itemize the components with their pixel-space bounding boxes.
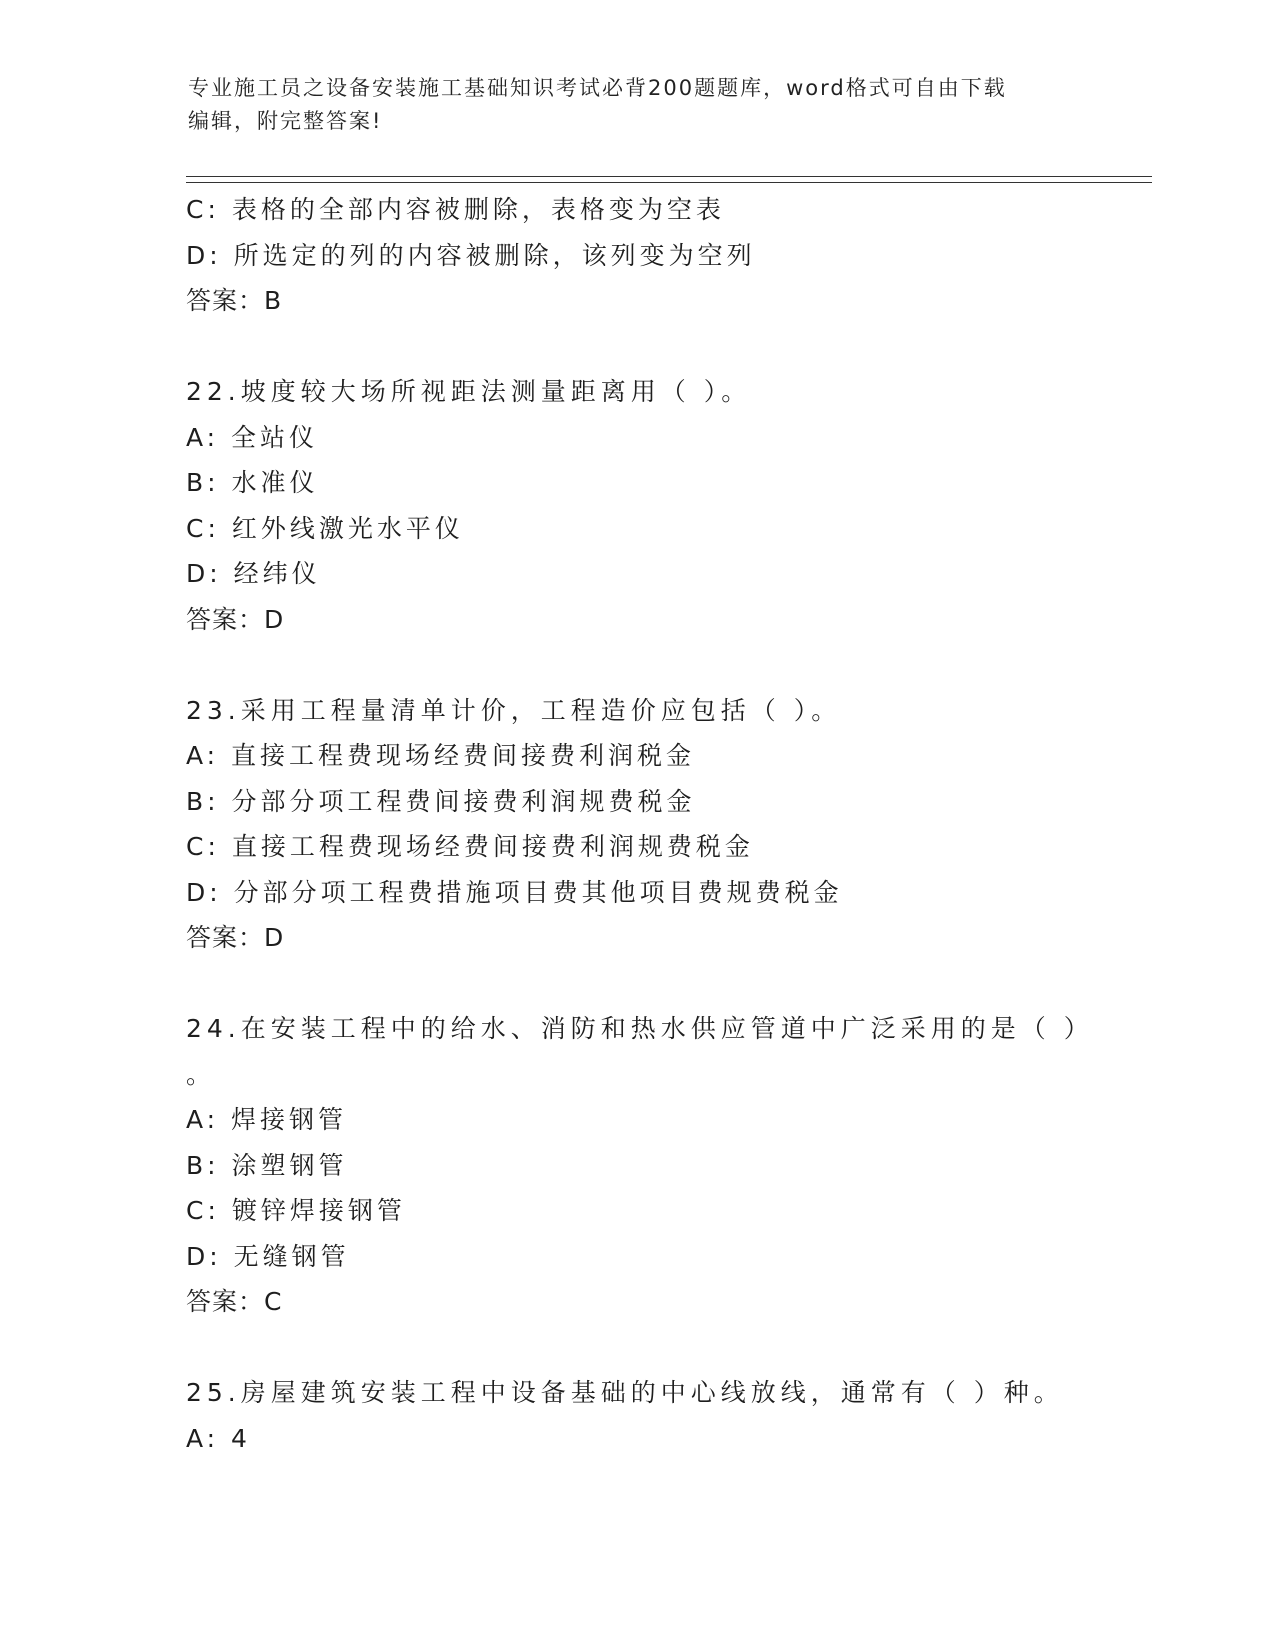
option-label: D: bbox=[186, 240, 222, 270]
option-label: A: bbox=[186, 1423, 220, 1453]
option-d bbox=[186, 551, 1146, 597]
question-stem: 25.房屋建筑安装工程中设备基础的中心线放线，通常有（ ）种。 bbox=[186, 1378, 1064, 1407]
answer: 答案：D bbox=[186, 604, 285, 634]
answer: 答案：D bbox=[186, 923, 285, 952]
header-divider-top bbox=[186, 176, 1152, 177]
question-stem: 23.采用工程量清单计价，工程造价应包括（ ）。 bbox=[186, 695, 842, 725]
option-text: 涂塑钢管 bbox=[231, 1150, 348, 1180]
option-label: D: bbox=[186, 559, 222, 588]
option-b bbox=[186, 460, 1146, 506]
option-label: B: bbox=[186, 786, 220, 816]
option-text: 焊接钢管 bbox=[231, 1105, 348, 1134]
header-title-line-1: 专业施工员之设备安装施工基础知识考试必背200题题库，word格式可自由下载 bbox=[188, 76, 1007, 100]
option-label: A: bbox=[186, 741, 220, 770]
option-text: 全站仪 bbox=[231, 422, 319, 452]
spacer bbox=[186, 1325, 1146, 1371]
option-a bbox=[186, 415, 1146, 461]
question-23 bbox=[186, 688, 1146, 961]
answer: 答案：B bbox=[186, 286, 283, 315]
question-21-tail bbox=[186, 187, 1146, 324]
spacer bbox=[186, 642, 1146, 688]
option-text: 镀锌焊接钢管 bbox=[231, 1196, 406, 1225]
spacer bbox=[186, 324, 1146, 370]
option-text: 分部分项工程费措施项目费其他项目费规费税金 bbox=[233, 877, 843, 907]
option-a bbox=[186, 1416, 1146, 1462]
header-divider-bottom bbox=[186, 182, 1152, 183]
question-stem: 24.在安装工程中的给水、消防和热水供应管道中广泛采用的是（ ） bbox=[186, 1014, 1094, 1043]
option-c bbox=[186, 824, 1146, 870]
option-label: D: bbox=[186, 1241, 222, 1271]
option-label: B: bbox=[186, 468, 220, 497]
option-text: 直接工程费现场经费间接费利润规费税金 bbox=[231, 832, 754, 861]
option-c bbox=[186, 1188, 1146, 1234]
option-a bbox=[186, 733, 1146, 779]
option-text: 4 bbox=[231, 1423, 251, 1453]
question-24 bbox=[186, 1006, 1146, 1325]
spacer bbox=[186, 961, 1146, 1007]
option-label: C: bbox=[186, 832, 220, 861]
option-label: A: bbox=[186, 1105, 220, 1134]
option-text: 直接工程费现场经费间接费利润税金 bbox=[231, 741, 696, 770]
question-25 bbox=[186, 1370, 1146, 1461]
option-c bbox=[186, 506, 1146, 552]
option-text: 经纬仪 bbox=[233, 559, 321, 588]
option-label: C: bbox=[186, 1196, 220, 1225]
option-label: C: bbox=[186, 195, 220, 224]
header-title-line-2: 编辑，附完整答案! bbox=[188, 109, 383, 133]
option-label: B: bbox=[186, 1150, 220, 1180]
option-label: C: bbox=[186, 513, 220, 543]
option-d bbox=[186, 233, 1146, 279]
option-label: D: bbox=[186, 877, 222, 907]
option-text: 水准仪 bbox=[231, 468, 319, 497]
question-stem-continuation: 。 bbox=[186, 1059, 216, 1089]
document-header bbox=[188, 72, 1068, 138]
option-c bbox=[186, 187, 1146, 233]
question-22 bbox=[186, 369, 1146, 642]
option-b bbox=[186, 1143, 1146, 1189]
option-text: 无缝钢管 bbox=[233, 1241, 350, 1271]
option-text: 分部分项工程费间接费利润规费税金 bbox=[231, 786, 696, 816]
option-text: 所选定的列的内容被删除，该列变为空列 bbox=[233, 240, 756, 270]
option-d bbox=[186, 870, 1146, 916]
answer: 答案：C bbox=[186, 1287, 283, 1316]
question-stem: 22.坡度较大场所视距法测量距离用（ ）。 bbox=[186, 377, 752, 406]
option-text: 红外线激光水平仪 bbox=[231, 513, 464, 543]
option-d bbox=[186, 1234, 1146, 1280]
option-a bbox=[186, 1097, 1146, 1143]
question-list bbox=[186, 187, 1146, 1461]
option-text: 表格的全部内容被删除，表格变为空表 bbox=[231, 195, 725, 224]
option-b bbox=[186, 779, 1146, 825]
option-label: A: bbox=[186, 422, 220, 452]
